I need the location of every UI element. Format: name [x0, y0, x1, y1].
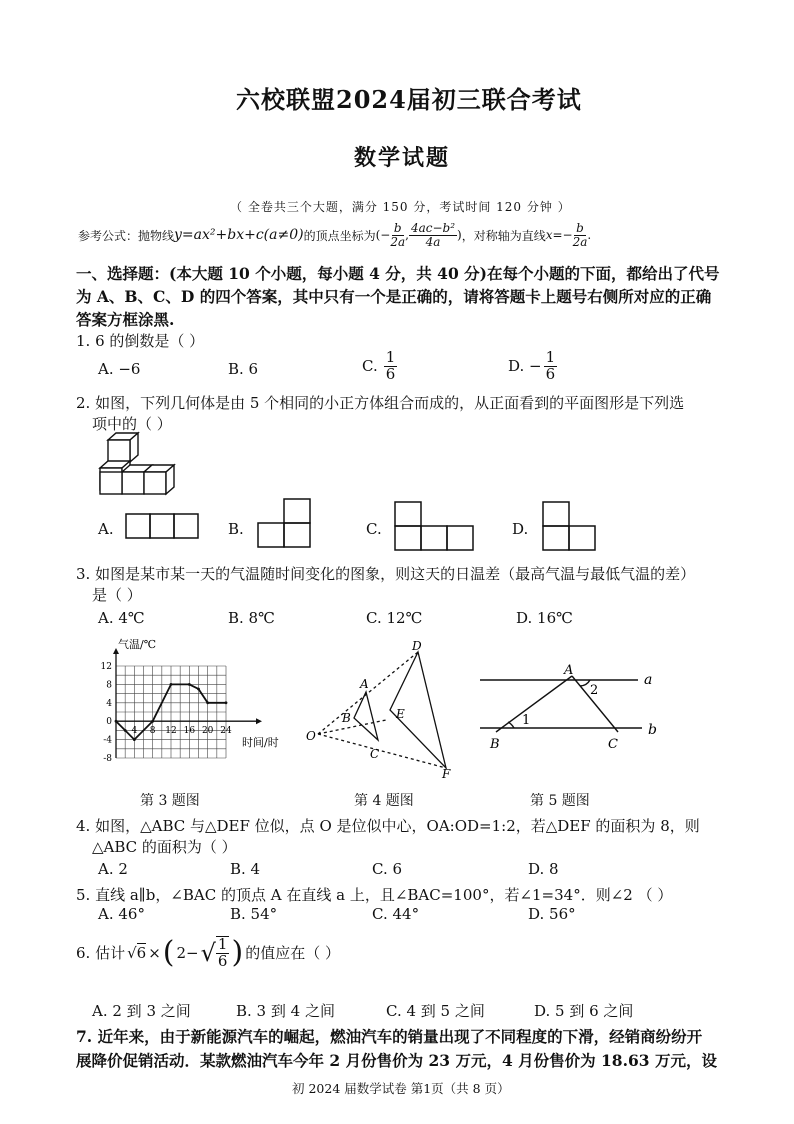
- chart-y-tick-label: 8: [106, 680, 112, 691]
- point-d-label: D: [412, 640, 422, 653]
- q5-option-d: D. 56°: [528, 905, 576, 923]
- chart-data-point: [225, 701, 228, 704]
- formula-axis-expr: x=−: [545, 228, 573, 243]
- q5-option-c: C. 44°: [372, 905, 420, 923]
- figure-4-similar-triangles: [298, 640, 468, 780]
- chart-y-tick-label: 0: [106, 717, 112, 728]
- q5-option-a: A. 46°: [98, 905, 145, 923]
- chart-data-point: [151, 720, 154, 723]
- q2-option-a: A.: [98, 520, 114, 538]
- chart-y-axis-label: 气温/℃: [118, 638, 157, 651]
- section-instructions-line1: 一、选择题：(本大题 10 个小题，每小题 4 分，共 40 分)在每个小题的下面，都给出了代号: [76, 264, 720, 283]
- chart-data-point: [206, 701, 209, 704]
- q7-line2: 展降价促销活动．某款燃油汽车今年 2 月份售价为 23 万元，4 月份售价为 18.63 万元，设: [76, 1051, 717, 1070]
- point-a-label: A: [564, 663, 574, 678]
- line-a-label: a: [644, 672, 653, 688]
- figure-4-caption: 第 4 题图: [354, 793, 414, 809]
- formula-close: ): [457, 228, 462, 243]
- q3-stem-line2: 是（ ）: [92, 586, 142, 604]
- q3-option-d: D. 16℃: [516, 609, 573, 627]
- point-c-label: C: [608, 737, 618, 752]
- q4-option-d: D. 8: [528, 860, 559, 878]
- reference-formula: [78, 222, 591, 248]
- q5-stem: 5. 直线 a∥b，∠BAC 的顶点 A 在直线 a 上，且∠BAC=100°，若∠1=34°．则∠2 （ ）: [76, 886, 673, 904]
- q4-option-c: C. 6: [372, 860, 403, 878]
- exam-note: （ 全卷共三个大题，满分 150 分，考试时间 120 分钟 ）: [230, 200, 571, 214]
- q6-stem: 6. 估计 √6 × ( 2− √ $\frac{1}{6}$ ) 的值应在（ ）: [76, 934, 340, 970]
- q6-option-b: B. 3 到 4 之间: [236, 1002, 335, 1020]
- chart-data-point: [197, 688, 200, 691]
- q4-stem-line1: 4. 如图，△ABC 与△DEF 位似，点 O 是位似中心，OA:OD=1:2，若△DEF 的面积为 8，则: [76, 817, 700, 835]
- figure-3-caption: 第 3 题图: [140, 793, 200, 809]
- vertex-y-fraction: $\frac{\text{4ac−b²}}{4a}$: [410, 221, 456, 249]
- q3-option-b: B. 8℃: [228, 609, 275, 627]
- chart-data-point: [124, 729, 127, 732]
- section-instructions-line2: 为 A、B、C、D 的四个答案，其中只有一个是正确的，请将答题卡上题号右侧所对应的正确: [76, 287, 712, 306]
- exam-subtitle: 数学试题: [354, 145, 451, 171]
- chart-y-tick-label: 12: [100, 662, 112, 672]
- angle-1-label: 1: [522, 713, 531, 728]
- q2-option-b-figure: [256, 497, 316, 551]
- q2-option-d-figure: [541, 500, 601, 552]
- chart-x-tick-label: 20: [201, 726, 214, 737]
- point-f-label: F: [442, 767, 451, 780]
- chart-y-tick-label: -8: [103, 754, 112, 764]
- line-b-label: b: [648, 722, 657, 738]
- chart-x-axis-label: 时间/时: [242, 736, 279, 749]
- chart-x-axis-arrow: [256, 718, 262, 724]
- q2-stem-line1: 2. 如图，下列几何体是由 5 个相同的小正方体组合而成的，从正面看到的平面图形是下列选: [76, 394, 685, 412]
- q2-option-b: B.: [228, 520, 244, 538]
- q1-option-a: A. −6: [98, 360, 141, 378]
- q3-option-c: C. 12℃: [366, 609, 423, 627]
- exam-title: 六校联盟2024届初三联合考试: [236, 85, 582, 114]
- point-a-label: A: [360, 677, 369, 691]
- section-instructions-line3: 答案方框涂黑.: [76, 310, 175, 329]
- page-footer: 初 2024 届数学试卷 第1页（共 8 页）: [292, 1081, 510, 1096]
- chart-data-point: [170, 683, 173, 686]
- point-b-label: B: [490, 737, 500, 752]
- temperature-chart: [96, 632, 296, 782]
- formula-mid: 的顶点坐标为: [303, 228, 376, 243]
- q6-option-d: D. 5 到 6 之间: [534, 1002, 634, 1020]
- q4-option-b: B. 4: [230, 860, 261, 878]
- angle-2-label: 2: [590, 683, 599, 698]
- chart-x-tick-label: 4: [131, 726, 138, 737]
- q1-option-b: B. 6: [228, 360, 259, 378]
- q6-option-a: A. 2 到 3 之间: [92, 1002, 191, 1020]
- chart-y-tick-label: 4: [106, 698, 112, 709]
- chart-x-tick-label: 12: [165, 726, 177, 737]
- q5-option-b: B. 54°: [230, 905, 278, 923]
- q2-stem-line2: 项中的（ ）: [92, 415, 172, 433]
- q6-option-c: C. 4 到 5 之间: [386, 1002, 485, 1020]
- sqrt-one-sixth: √ $\frac{1}{6}$: [200, 935, 228, 970]
- chart-x-tick-label: 8: [149, 726, 156, 737]
- q1-stem: 1. 6 的倒数是（ ）: [76, 332, 205, 350]
- axis-fraction: $\frac{b}{2a}$: [572, 221, 588, 249]
- vertex-x-fraction: $\frac{b}{2a}$: [390, 221, 406, 249]
- sqrt-6: √6: [127, 943, 147, 962]
- formula-axis-text: ，对称轴为直线: [461, 228, 546, 243]
- chart-x-tick-label: 16: [183, 726, 196, 737]
- chart-x-tick-label: 24: [220, 726, 232, 737]
- chart-y-tick-label: -4: [103, 735, 112, 746]
- q3-stem-line1: 3. 如图是某市某一天的气温随时间变化的图象，则这天的日温差（最高气温与最低气温的差）: [76, 565, 696, 583]
- chart-data-point: [115, 720, 118, 723]
- q2-option-c: C.: [366, 520, 382, 538]
- q2-cube-figure: [92, 430, 192, 500]
- q4-option-a: A. 2: [98, 860, 128, 878]
- chart-data-point: [188, 683, 191, 686]
- formula-prefix: 参考公式：抛物线: [78, 228, 175, 243]
- formula-expr: y=ax²+bx+c(a≠0): [174, 227, 304, 244]
- q1-option-c: C. $\frac{1}{6}$: [362, 348, 396, 383]
- point-c-label: C: [370, 747, 380, 761]
- formula-end: .: [587, 228, 592, 243]
- chart-data-point: [133, 738, 136, 741]
- q4-stem-line2: △ABC 的面积为（ ）: [92, 838, 237, 856]
- q2-option-c-figure: [393, 500, 479, 552]
- point-b-label: B: [342, 711, 351, 725]
- point-o-label: O: [306, 729, 316, 743]
- point-e-label: E: [396, 707, 405, 721]
- formula-open: (−: [375, 228, 391, 243]
- q2-option-a-figure: [124, 512, 204, 542]
- q2-option-d: D.: [512, 520, 529, 538]
- q1-option-d: D. − $\frac{1}{6}$: [508, 348, 556, 383]
- q7-line1: 7. 近年来，由于新能源汽车的崛起，燃油汽车的销量出现了不同程度的下滑，经销商纷纷开: [76, 1027, 703, 1046]
- figure-5-parallel-lines: [476, 660, 676, 756]
- formula-comma: ,: [405, 228, 409, 243]
- q3-option-a: A. 4℃: [98, 609, 145, 627]
- figure-5-caption: 第 5 题图: [530, 793, 590, 809]
